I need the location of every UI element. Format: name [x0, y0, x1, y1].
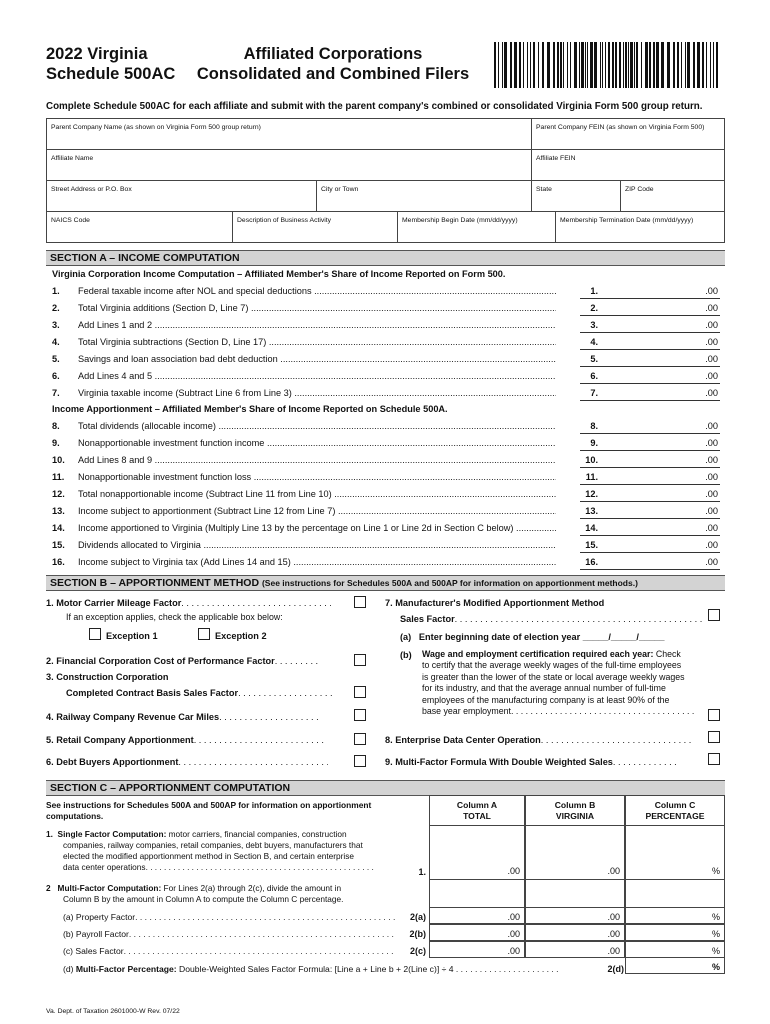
payroll-total-cell[interactable]: .00 [429, 924, 525, 941]
line-2-blank-c [625, 880, 725, 907]
line-2-blank-a [429, 880, 525, 907]
zip-field[interactable]: ZIP Code [620, 181, 725, 211]
identification-grid [46, 118, 725, 243]
barcode-image [494, 42, 720, 88]
line-number: 4. [52, 337, 60, 347]
multi-factor-label: 9. Multi-Factor Formula With Double Weighted Sales. . . [385, 757, 678, 767]
financial-corp-checkbox[interactable] [354, 654, 366, 666]
form-footer: Va. Dept. of Taxation 2601000-W Rev. 07/22 [46, 1008, 180, 1015]
enterprise-data-center-label: 8. Enterprise Data Center Operation. . . [385, 735, 693, 745]
line-ref-number: 6. [590, 371, 598, 381]
line-amount-field[interactable]: .00 [580, 371, 720, 384]
section-a-line [52, 337, 722, 353]
property-total-cell[interactable]: .00 [429, 907, 525, 924]
street-address-field[interactable]: Street Address or P.O. Box [46, 181, 316, 211]
line-number: 3. [52, 320, 60, 330]
form-instruction: Complete Schedule 500AC for each affiliate and submit with the parent company's combined or consolidated Virginia Form 500 group return. [46, 101, 703, 112]
section-a-line [52, 286, 722, 302]
multi-factor-text: 2 Multi-Factor Computation: For Lines 2(a) through 2(c), divide the amount in Column B by the amount in Column A to compute the Column C percentage. [46, 883, 344, 905]
section-a-line [52, 371, 722, 387]
line-description: Add Lines 8 and 9 ..... [78, 455, 556, 465]
line-ref-number: 15. [585, 540, 598, 550]
line-description: Savings and loan association bad debt deduction ..... [78, 354, 556, 364]
line-ref-number: 2. [590, 303, 598, 313]
single-factor-text: 1. Single Factor Computation: motor carriers, financial companies, construction companies, railway companies, retail companies, debt buyers, manufacturers that elected the modified apportionment method in Section B, and certain enterprise data center operations. . . [46, 829, 416, 873]
line-amount-field[interactable]: .00 [580, 438, 720, 451]
line-number: 11. [52, 472, 65, 482]
line-amount-field[interactable]: .00 [580, 523, 720, 536]
line-ref-number: 4. [590, 337, 598, 347]
line-ref-number: 7. [590, 388, 598, 398]
exception-2-checkbox[interactable] [198, 628, 210, 640]
line-description: Total nonapportionable income (Subtract Line 11 from Line 10) ..... [78, 489, 556, 499]
line-description: Total dividends (allocable income) ..... [78, 421, 556, 431]
election-year-label: (a) Enter beginning date of election year _____/_____/_____ [400, 632, 665, 642]
line-ref-number: 8. [590, 421, 598, 431]
membership-termination-date-field[interactable]: Membership Termination Date (mm/dd/yyyy) [555, 212, 725, 242]
line-1-total-cell[interactable]: .00 [429, 826, 525, 880]
section-a-line [52, 388, 722, 404]
line-number: 13. [52, 506, 65, 516]
naics-code-field[interactable]: NAICS Code [46, 212, 232, 242]
line-amount-field[interactable]: .00 [580, 455, 720, 468]
line-number: 14. [52, 523, 65, 533]
exception-2-label: Exception 2 [215, 631, 267, 641]
section-b-note: (See instructions for Schedules 500A and 500AP for information on apportionment methods.) [261, 578, 638, 588]
line-amount-field[interactable]: .00 [580, 337, 720, 350]
line-ref-number: 5. [590, 354, 598, 364]
section-a-line [52, 455, 722, 471]
completed-contract-label: Completed Contract Basis Sales Factor. . . [66, 688, 334, 698]
payroll-factor-label: (b) Payroll Factor. . . [63, 929, 395, 939]
line-1-ref: 1. [418, 867, 426, 877]
line-number: 6. [52, 371, 60, 381]
line-ref-number: 16. [585, 557, 598, 567]
column-b-header: Column B VIRGINIA [525, 795, 625, 826]
line-description: Total Virginia subtractions (Section D, Line 17) ..... [78, 337, 556, 347]
exception-instruction: If an exception applies, check the applicable box below: [66, 612, 283, 622]
line-2-blank-b [525, 880, 625, 907]
line-ref-number: 11. [585, 472, 598, 482]
line-number: 16. [52, 557, 65, 567]
wage-cert-letter: (b) [400, 650, 412, 660]
sales-factor-c-label: (c) Sales Factor. . . [63, 946, 398, 956]
section-a-line [52, 506, 722, 522]
sales-factor-checkbox[interactable] [708, 609, 720, 621]
section-a-line [52, 303, 722, 319]
membership-begin-date-field[interactable]: Membership Begin Date (mm/dd/yyyy) [397, 212, 555, 242]
sales-factor-label: Sales Factor. . . [400, 614, 705, 624]
line-2c-ref: 2(c) [409, 946, 426, 956]
section-a-line [52, 540, 722, 556]
section-b-heading: SECTION B – APPORTIONMENT METHOD [50, 577, 260, 589]
section-a-line [52, 523, 722, 539]
line-ref-number: 1. [590, 286, 598, 296]
form-title [196, 44, 470, 84]
payroll-virginia-cell[interactable]: .00 [525, 924, 625, 941]
section-a-title: SECTION A – INCOME COMPUTATION [46, 250, 725, 266]
line-2d-ref: 2(d) [607, 964, 624, 974]
line-amount-field[interactable]: .00 [580, 388, 720, 401]
line-ref-number: 3. [590, 320, 598, 330]
line-description: Add Lines 4 and 5 ..... [78, 371, 556, 381]
section-a-line [52, 421, 722, 437]
column-a-header: Column A TOTAL [429, 795, 525, 826]
line-ref-number: 10. [585, 455, 598, 465]
line-2d-percentage-cell[interactable]: % [625, 957, 725, 974]
exception-1-label: Exception 1 [106, 631, 158, 641]
section-a-subheading-2: Income Apportionment – Affiliated Member's Share of Income Reported on Schedule 500A. [52, 404, 448, 414]
line-description: Add Lines 1 and 2 ..... [78, 320, 556, 330]
line-description: Income subject to Virginia tax (Add Lines 14 and 15) ..... [78, 557, 556, 567]
line-amount-field[interactable]: .00 [580, 472, 720, 485]
line-amount-field[interactable]: .00 [580, 354, 720, 367]
line-2b-ref: 2(b) [409, 929, 426, 939]
line-description: Federal taxable income after NOL and special deductions ..... [78, 286, 556, 296]
parent-fein-field[interactable]: Parent Company FEIN (as shown on Virginia Form 500) [531, 119, 725, 149]
section-a-line [52, 472, 722, 488]
line-1-virginia-cell[interactable]: .00 [525, 826, 625, 880]
line-number: 12. [52, 489, 65, 499]
sales-total-cell[interactable]: .00 [429, 941, 525, 958]
line-description: Nonapportionable investment function income ..... [78, 438, 556, 448]
line-number: 2. [52, 303, 60, 313]
line-description: Dividends allocated to Virginia ..... [78, 540, 556, 550]
multi-factor-percentage-label: (d) Multi-Factor Percentage: Double-Weighted Sales Factor Formula: [Line a + Line b + 2(Line c)] ÷ 4 . . . . . . . . . . . . . . . . . . . . . . [63, 964, 559, 974]
construction-corp-label: 3. Construction Corporation [46, 672, 169, 682]
form-title-line-2: Consolidated and Combined Filers [196, 65, 470, 83]
line-amount-field[interactable]: .00 [580, 489, 720, 502]
section-a-line [52, 354, 722, 370]
column-c-header: Column C PERCENTAGE [625, 795, 725, 826]
wage-cert-text: Wage and employment certification required each year: Check to certify that the average weekly wages of the full-time employees is greater than the lower of the state or local average weekly wages for its industry, and that the average annual number of full-time employees of the manufacturing company is at least 90% of the base year employment. . . [422, 649, 718, 717]
retail-checkbox[interactable] [354, 733, 366, 745]
debt-buyers-label: 6. Debt Buyers Apportionment. . . [46, 757, 328, 767]
debt-buyers-checkbox[interactable] [354, 755, 366, 767]
line-number: 7. [52, 388, 60, 398]
section-b-title [46, 575, 725, 591]
business-description-field[interactable]: Description of Business Activity [232, 212, 397, 242]
railway-label: 4. Railway Company Revenue Car Miles. . . [46, 712, 321, 722]
form-year-title: 2022 Virginia [46, 45, 148, 63]
line-number: 1. [52, 286, 60, 296]
motor-carrier-checkbox[interactable] [354, 596, 366, 608]
line-1-percentage-cell[interactable]: % [625, 826, 725, 880]
line-ref-number: 9. [590, 438, 598, 448]
property-factor-label: (a) Property Factor. . . [63, 912, 395, 922]
line-amount-field[interactable]: .00 [580, 506, 720, 519]
property-percentage-cell[interactable]: % [625, 907, 725, 924]
line-amount-field[interactable]: .00 [580, 557, 720, 570]
form-heading [46, 44, 175, 84]
sales-virginia-cell[interactable]: .00 [525, 941, 625, 958]
line-description: Virginia taxable income (Subtract Line 6 from Line 3) ..... [78, 388, 556, 398]
line-description: Total Virginia additions (Section D, Line 7) ..... [78, 303, 556, 313]
motor-carrier-label: 1. Motor Carrier Mileage Factor. . . [46, 598, 331, 608]
line-description: Income apportioned to Virginia (Multiply Line 13 by the percentage on Line 1 or Line 2d in Section C below) ..... [78, 523, 556, 533]
line-number: 10. [52, 455, 65, 465]
state-field[interactable]: State [531, 181, 620, 211]
line-number: 15. [52, 540, 65, 550]
section-c-title: SECTION C – APPORTIONMENT COMPUTATION [46, 780, 725, 796]
sales-percentage-cell[interactable]: % [625, 941, 725, 958]
line-number: 5. [52, 354, 60, 364]
affiliate-fein-field[interactable]: Affiliate FEIN [531, 150, 725, 180]
section-c-intro: See instructions for Schedules 500A and 500AP for information on apportionment computations. [46, 800, 372, 822]
line-amount-field[interactable]: .00 [580, 540, 720, 553]
construction-corp-checkbox[interactable] [354, 686, 366, 698]
section-a-subheading-1: Virginia Corporation Income Computation – Affiliated Member's Share of Income Reported on Form 500. [52, 269, 506, 279]
line-amount-field[interactable]: .00 [580, 320, 720, 333]
property-virginia-cell[interactable]: .00 [525, 907, 625, 924]
line-amount-field[interactable]: .00 [580, 286, 720, 299]
wage-cert-checkbox[interactable] [708, 709, 720, 721]
line-ref-number: 13. [585, 506, 598, 516]
line-ref-number: 12. [585, 489, 598, 499]
parent-name-field[interactable]: Parent Company Name (as shown on Virginia Form 500 group return) [46, 119, 531, 149]
exception-1-checkbox[interactable] [89, 628, 101, 640]
section-a-line [52, 557, 722, 573]
line-ref-number: 14. [585, 523, 598, 533]
city-field[interactable]: City or Town [316, 181, 531, 211]
line-amount-field[interactable]: .00 [580, 421, 720, 434]
railway-checkbox[interactable] [354, 709, 366, 721]
retail-label: 5. Retail Company Apportionment. . . [46, 735, 326, 745]
enterprise-data-center-checkbox[interactable] [708, 731, 720, 743]
line-number: 9. [52, 438, 60, 448]
schedule-name: Schedule 500AC [46, 65, 176, 83]
form-title-line-1: Affiliated Corporations [243, 45, 423, 63]
payroll-percentage-cell[interactable]: % [625, 924, 725, 941]
line-amount-field[interactable]: .00 [580, 303, 720, 316]
line-description: Income subject to apportionment (Subtract Line 12 from Line 7) ..... [78, 506, 556, 516]
affiliate-name-field[interactable]: Affiliate Name [46, 150, 531, 180]
line-description: Nonapportionable investment function loss ..... [78, 472, 556, 482]
manufacturer-method-label: 7. Manufacturer's Modified Apportionment Method [385, 598, 605, 608]
line-number: 8. [52, 421, 60, 431]
section-a-line [52, 320, 722, 336]
section-a-line [52, 489, 722, 505]
line-2a-ref: 2(a) [409, 912, 426, 922]
section-a-line [52, 438, 722, 454]
multi-factor-checkbox[interactable] [708, 753, 720, 765]
financial-corp-label: 2. Financial Corporation Cost of Performance Factor. . . [46, 656, 320, 666]
